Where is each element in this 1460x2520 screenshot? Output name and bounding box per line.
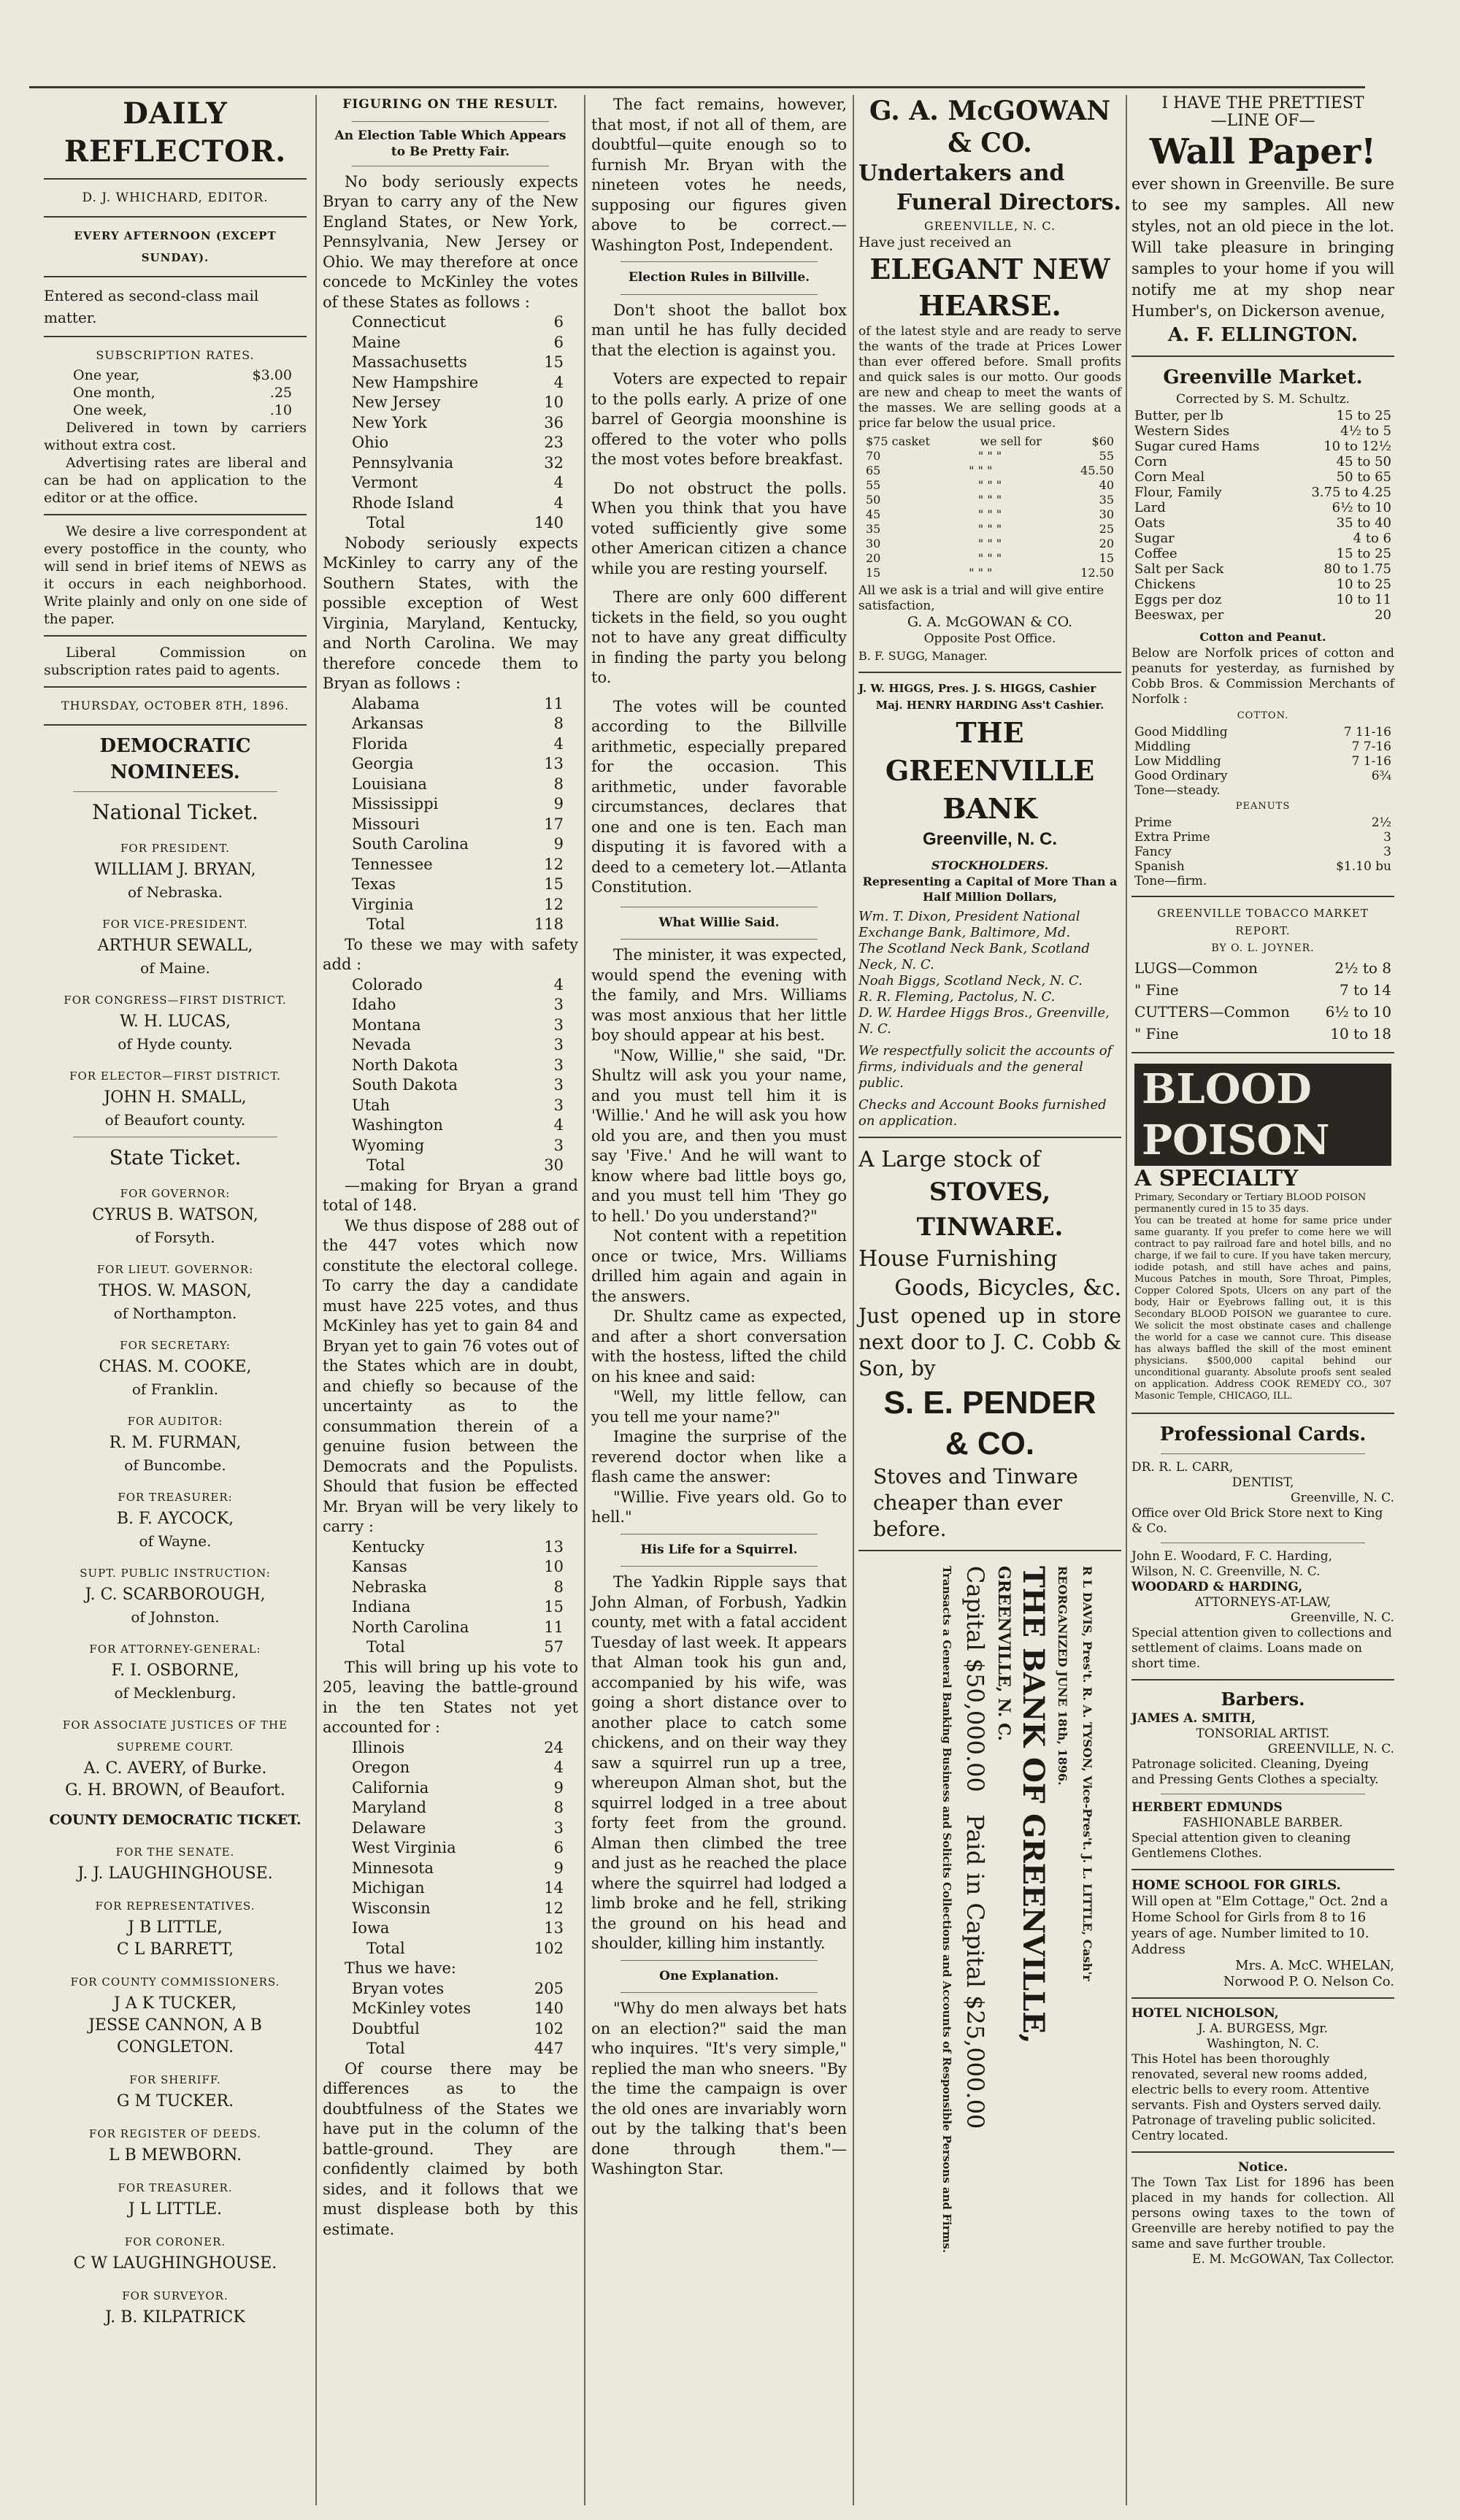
carr-card: DR. R. L. CARR, DENTIST, Greenville, N. C. Office over Old Brick Store next to King & Co. — [1132, 1460, 1394, 1536]
state-nominee: FOR AUDITOR: R. M. FURMAN, of Buncombe. — [109, 1415, 242, 1474]
divider — [44, 178, 307, 180]
willie-paragraph: Dr. Shultz came as expected, and after a short conversation with the hostess, lifted the child on his knee and said: — [591, 1307, 847, 1386]
county-nominee: FOR THE SENATE. J. J. LAUGHINGHOUSE. — [77, 1845, 273, 1883]
willie-paragraph: The minister, it was expected, would spend the evening with the family, and Mrs. Williams was most anxious that her little boy should appear at his best. — [591, 946, 847, 1044]
county-nominee: FOR CORONER. C W LAUGHINGHOUSE. — [73, 2235, 277, 2273]
subscription-rates-title: SUBSCRIPTION RATES. — [96, 348, 255, 362]
table-row: Tone—firm. — [1134, 874, 1207, 888]
mcgowan-city: GREENVILLE, N. C. — [923, 219, 1056, 233]
table-row: 70 " " " 55 — [866, 449, 1114, 463]
masthead-title: DAILY REFLECTOR. — [64, 96, 287, 169]
divider — [352, 121, 549, 122]
table-row: South Carolina 9 — [352, 835, 564, 853]
divider — [44, 514, 307, 515]
divider — [44, 635, 307, 637]
table-total: Total 118 — [366, 915, 564, 933]
table-row: Coffee 15 to 25 — [1134, 546, 1391, 561]
table-row: Nevada 3 — [352, 1036, 564, 1053]
blood-poison-title: BLOOD POISON — [1134, 1064, 1391, 1166]
wallpaper-title: Wall Paper! — [1149, 131, 1377, 172]
table-row: Flour, Family 3.75 to 4.25 — [1134, 485, 1391, 500]
barbers-title: Barbers. — [1221, 1689, 1305, 1710]
table-row: 15 " " " 12.50 — [866, 566, 1114, 580]
divider — [1132, 1997, 1394, 1999]
table-row: Good Ordinary 6¾ — [1134, 769, 1391, 783]
table-row: South Dakota 3 — [352, 1076, 564, 1094]
table-row: Wyoming 3 — [352, 1136, 564, 1154]
stockholder: R. R. Fleming, Pactolus, N. C. — [858, 989, 1056, 1004]
pender-co: & CO. — [945, 1426, 1035, 1461]
table-row: Ohio 23 — [352, 434, 564, 451]
explanation-paragraph: "Why do men always bet hats on an election?" said the man who inquires. "It's very simple," replied the man who sneers. "By the time the campaign is over the old ones are invariably worn out by the talking that's been done through them."—Washington Star. — [591, 2000, 847, 2178]
state-nominee: SUPT. PUBLIC INSTRUCTION: J. C. SCARBOROUGH, of Johnston. — [80, 1567, 271, 1626]
table-row: Pennsylvania 32 — [352, 453, 564, 472]
table-row: Mississippi 9 — [352, 795, 564, 813]
divider — [620, 939, 818, 940]
bryan-table — [323, 694, 578, 935]
county-nominee: FOR REGISTER OF DEEDS. L B MEWBORN. — [88, 2127, 262, 2164]
bog-name: THE BANK OF GREENVILLE, — [1016, 1566, 1050, 2044]
mcgowan-name: G. A. McGOWAN & CO. — [869, 96, 1111, 158]
blood-poison-specialty: A SPECIALTY — [1134, 1166, 1299, 1191]
pender-house: House Furnishing — [858, 1246, 1058, 1272]
smith-card: JAMES A. SMITH, TONSORIAL ARTIST. GREENVILLE, N. C. Patronage solicited. Cleaning, Dyeing and Pressing Gents Clothes a specialty. — [1132, 1711, 1394, 1787]
column-rule — [1126, 95, 1127, 2505]
state-nominee: FOR TREASURER: B. F. AYCOCK, of Wayne. — [116, 1491, 234, 1550]
cotton-intro: Below are Norfolk prices of cotton and peanuts for yesterday, as furnished by Cobb Bros. & Commission Merchants of Norfolk : — [1132, 646, 1394, 707]
school-card: HOME SCHOOL FOR GIRLS. Will open at "Elm Cottage," Oct. 2nd a Home School for Girls from 8 to 16 years of age. Number limited to 10. Address Mrs. A. McC. WHELAN, Norwood P. O. Nelson Co. — [1132, 1878, 1394, 1989]
table-row: 20 " " " 15 — [866, 551, 1114, 565]
commission-note: Liberal Commission on subscription rates paid to agents. — [44, 645, 307, 678]
state-ticket-heading: State Ticket. — [109, 1145, 242, 1169]
nominees-title: DEMOCRATIC NOMINEES. — [99, 735, 251, 783]
table-row: Tennessee 12 — [352, 855, 564, 873]
bank-city: Greenville, N. C. — [922, 829, 1058, 849]
divider — [1132, 356, 1394, 357]
divider — [1132, 1679, 1394, 1680]
figuring-closing: Of course there may be differences as to the doubtfulness of the States we have put in the column of the battle-ground. They are confidently claimed by both sides, and it follows that we must displease both by this estimate. — [323, 2059, 578, 2238]
battle-table — [323, 1738, 578, 1959]
top-rule — [29, 86, 1365, 88]
national-nominee: FOR CONGRESS—FIRST DISTRICT. W. H. LUCAS, of Hyde county. — [64, 994, 287, 1053]
table-row: Beeswax, per 20 — [1134, 607, 1391, 623]
professional-title: Professional Cards. — [1159, 1424, 1367, 1445]
table-row: McKinley votes 140 — [352, 2000, 564, 2017]
delivered-note: Delivered in town by carriers without extra cost. — [44, 420, 307, 453]
column-stories — [591, 95, 847, 2505]
hotel-card: HOTEL NICHOLSON, J. A. BURGESS, Mgr. Washington, N. C. This Hotel has been thoroughly renovated, several new rooms added, electric bells to every room. Attentive servants. Fish and Oysters served daily. Patronage of traveling public solicited. Centry located. — [1132, 2006, 1382, 2143]
subscription-rates — [44, 366, 307, 419]
table-row: " Fine 7 to 14 — [1134, 981, 1391, 999]
mcgowan-line2: Funeral Directors. — [896, 190, 1121, 215]
state-nominee: FOR ATTORNEY-GENERAL: F. I. OSBORNE, of Mecklenburg. — [89, 1643, 261, 1702]
table-row: Middling 7 7-16 — [1134, 740, 1391, 754]
county-nominee: FOR SURVEYOR. J. B. KILPATRICK — [105, 2289, 245, 2327]
table-total: Total 140 — [366, 514, 564, 531]
table-row: Rhode Island 4 — [352, 493, 564, 512]
tobacco-table — [1132, 957, 1394, 1045]
table-row: Wisconsin 12 — [352, 1899, 564, 1917]
rate-row: One year, $3.00 — [73, 367, 292, 383]
table-row: West Virginia 6 — [352, 1839, 564, 1856]
table-row: California 9 — [352, 1778, 564, 1797]
national-ticket-heading: National Ticket. — [92, 800, 258, 824]
table-row: Alabama 11 — [352, 694, 564, 712]
table-row: Minnesota 9 — [352, 1859, 564, 1877]
tobacco-report: REPORT. — [1235, 924, 1291, 937]
summary-table — [323, 1979, 578, 2059]
table-row: North Carolina 11 — [352, 1618, 564, 1636]
rule-paragraph: Voters are expected to repair to the polls early. A prize of one barrel of Georgia moonshine is offered to the voter who polls the most votes before breakfast. — [591, 370, 847, 468]
divider — [44, 216, 307, 218]
wallpaper-line: —LINE OF— — [1210, 112, 1315, 130]
willie-paragraph: Imagine the surprise of the reverend doctor when like a flash came the answer: — [591, 1428, 847, 1486]
table-row: Florida 4 — [352, 734, 564, 753]
cotton-table — [1132, 725, 1394, 798]
rule-paragraph: Do not obstruct the polls. When you think that you have voted sufficiently give some other American citizen a chance while you are resting yourself. — [591, 479, 847, 577]
divider — [1132, 896, 1394, 897]
divider — [1132, 1413, 1394, 1414]
mcgowan-manager: B. F. SUGG, Manager. — [858, 649, 988, 663]
table-row: 45 " " " 30 — [866, 507, 1114, 521]
mcgowan-sign: G. A. McGOWAN & CO. — [907, 614, 1073, 630]
blood-poison-ad — [1132, 1061, 1394, 1405]
county-nominee: FOR COUNTY COMMISSIONERS. J A K TUCKER, JESSE CANNON, A B CONGLETON. — [70, 1975, 280, 2056]
table-row: Montana 3 — [352, 1015, 564, 1034]
fact-paragraph: The fact remains, however, that most, if not all of them, are doubtful—quite enough so to furnish Mr. Bryan with the nineteen votes he needs, supposing our figures given above to be correct.—Washington Post, Independent. — [591, 96, 847, 254]
column-rule — [584, 95, 585, 2505]
table-row: Connecticut 6 — [352, 313, 564, 331]
table-row: Louisiana 8 — [352, 775, 564, 793]
mcgowan-work: All we ask is a trial and will give entire satisfaction, — [858, 583, 1104, 613]
table-row: Idaho 3 — [352, 996, 564, 1013]
masthead-editor: D. J. WHICHARD, EDITOR. — [82, 191, 269, 205]
table-row: New Hampshire 4 — [352, 373, 564, 391]
pender-cheaper: Stoves and Tinware cheaper than ever before. — [873, 1464, 1078, 1541]
county-nominee: FOR SHERIFF. G M TUCKER. — [116, 2073, 234, 2110]
table-row: Iowa 13 — [352, 1919, 564, 1937]
figuring-subtitle: An Election Table Which Appears to Be Pretty Fair. — [334, 128, 566, 159]
market-corrected: Corrected by S. M. Schultz. — [1176, 392, 1350, 407]
bog-reorganized: REORGANIZED JUNE 18th, 1896. — [1056, 1566, 1069, 1786]
table-row: LUGS—Common 2½ to 8 — [1134, 959, 1391, 977]
table-row: CUTTERS—Common 6½ to 10 — [1134, 1003, 1391, 1021]
pender-opened: Just opened up in store next door to J. C. Cobb & Son, by — [858, 1304, 1121, 1380]
table-row: " Fine 10 to 18 — [1134, 1025, 1391, 1042]
table-row: Chickens 10 to 25 — [1134, 577, 1391, 592]
edmunds-card: HERBERT EDMUNDS FASHIONABLE BARBER. Special attention given to cleaning Gentlemens Clothes. — [1132, 1800, 1351, 1861]
wallpaper-sign: A. F. ELLINGTON. — [1168, 324, 1358, 346]
cotton-label: COTTON. — [1237, 710, 1289, 721]
table-row: North Dakota 3 — [352, 1056, 564, 1074]
table-row: Texas 15 — [352, 875, 564, 893]
table-row: Fancy 3 — [1134, 845, 1391, 859]
figuring-dispose: We thus dispose of 288 out of the 447 votes which now constitute the electoral college. To carry the day a candidate must have 225 votes, and thus McKinley has yet to gain 84 and Bryan yet to gain 76 votes out of the States which are in doubt, and chiefly so because of the uncertainty as to the consummation therein of a genuine fusion between the Democrats and the Populists. Should that fusion be effected Mr. Bryan will be very likely to carry : — [323, 1216, 578, 1535]
table-row: New Jersey 10 — [352, 393, 564, 411]
table-row: 35 " " " 25 — [866, 522, 1114, 536]
table-row: Indiana 15 — [352, 1598, 564, 1616]
divider — [858, 672, 1121, 673]
divider — [620, 1960, 818, 1961]
divider — [73, 791, 277, 792]
table-row: New York 36 — [352, 413, 564, 431]
explanation-title: One Explanation. — [659, 1968, 779, 1983]
column-figuring — [323, 95, 578, 2505]
table-row: Sugar 4 to 6 — [1134, 531, 1391, 546]
bank-stockholders: STOCKHOLDERS. — [931, 858, 1049, 872]
wallpaper-intro: I HAVE THE PRETTIEST — [1161, 94, 1364, 112]
table-row: Massachusetts 15 — [352, 353, 564, 371]
willie-paragraph: "Willie. Five years old. Go to hell." — [591, 1488, 847, 1526]
table-row: Oregon 4 — [352, 1759, 564, 1776]
divider — [620, 1992, 818, 1993]
bog-capital: Capital $50,000.00 Paid in Capital $25,000.00 — [961, 1566, 989, 2129]
state-nominee: FOR SECRETARY: CHAS. M. COOKE, of Franklin. — [99, 1339, 252, 1398]
willie-paragraph: "Now, Willie," she said, "Dr. Shultz will ask you your name, and you must tell him it is 'Willie.' And he will ask you how old you are, and then you must say 'Five.' And he will want to know where bad little boys go, and you must tell him 'They go to hell.' Do you understand?" — [591, 1046, 847, 1225]
table-row: Virginia 12 — [352, 895, 564, 913]
notice-card: Notice. The Town Tax List for 1896 has been placed in my hands for collection. All persons owing taxes to the town of Greenville are hereby notified to pay the same and save further trouble. E. M. McGOWAN, Tax Collector. — [1132, 2160, 1394, 2267]
table-row: Spanish $1.10 bu — [1134, 859, 1391, 874]
table-row: Delaware 3 — [352, 1818, 564, 1837]
table-row: Georgia 13 — [352, 755, 564, 772]
rule-paragraph: There are only 600 different tickets in the field, so you ought not to have any great difficulty in finding the party you belong to. — [591, 588, 847, 686]
county-nominee: FOR REPRESENTATIVES. J B LITTLE, C L BARRETT, — [95, 1899, 256, 1959]
bank-solicit: We respectfully solicit the accounts of firms, individuals and the general public. — [858, 1043, 1113, 1091]
rule-paragraph: The votes will be counted according to the Billville arithmetic, especially prepared for the occasion. This arithmetic, under favorable circumstances, declares that one and one is ten. Each man disputing it is favored with a deed to a cemetery lot.—Atlanta Constitution. — [591, 697, 847, 896]
masthead-schedule: EVERY AFTERNOON (EXCEPT SUNDAY). — [74, 229, 277, 264]
table-row: Kansas 10 — [352, 1558, 564, 1575]
woodard-card: John E. Woodard, F. C. Harding, Wilson, N. C. Greenville, N. C. WOODARD & HARDING, ATTORNEYS-AT-LAW, Greenville, N. C. Special attention given to collections and settlement of claims. Loans made on short time. — [1132, 1549, 1394, 1671]
table-row: Tone—steady. — [1134, 783, 1221, 798]
table-total: Total 30 — [366, 1156, 564, 1174]
hearse-headline: ELEGANT NEW HEARSE. — [869, 253, 1110, 322]
squirrel-paragraph: The Yadkin Ripple says that John Alman, of Forbush, Yadkin county, met with a fatal accident Tuesday of last week. It appears that Alman took his gun and, accompanied by his wife, was going a short distance over to another place to catch some chickens, and on their way they saw a squirrel run up a tree, whereupon Alman shot, but the squirrel lodged in a tree about forty feet from the ground. Alman then climbed the tree and just as he reached the place where the squirrel had lodged a limb broke and he fell, striking the ground on his head and shoulder, killing him instantly. — [591, 1573, 847, 1952]
bog-city: GREENVILLE, N. C. — [994, 1566, 1013, 1741]
table-row: Missouri 17 — [352, 815, 564, 833]
willie-title: What Willie Said. — [658, 915, 780, 930]
safety-table — [323, 975, 578, 1176]
peanuts-table — [1132, 815, 1394, 888]
figuring-title: FIGURING ON THE RESULT. — [342, 97, 558, 112]
table-row: Sugar cured Hams 10 to 12½ — [1134, 439, 1391, 454]
figuring-southern: Nobody seriously expects McKinley to carry any of the Southern States, with the possible exception of West Virginia, Maryland, Kentucky, and North Carolina. We may therefore concede them to Bryan as follows : — [323, 534, 578, 692]
market-table — [1132, 408, 1394, 623]
table-row: Western Sides 4½ to 5 — [1134, 423, 1391, 439]
divider — [620, 261, 818, 262]
table-row: Salt per Sack 80 to 1.75 — [1134, 561, 1391, 577]
figuring-safety: To these we may with safety add : — [323, 935, 578, 973]
figuring-thus: Thus we have: — [345, 1959, 456, 1977]
mcgowan-line1: Undertakers and — [858, 161, 1065, 186]
table-row: 65 " " " 45.50 — [866, 464, 1114, 477]
table-row: Michigan 14 — [352, 1879, 564, 1897]
table-row: Vermont 4 — [352, 474, 564, 491]
peanuts-label: PEANUTS — [1235, 801, 1291, 812]
fusion-table — [323, 1537, 578, 1658]
table-row: Doubtful 102 — [352, 2019, 564, 2037]
cotton-title: Cotton and Peanut. — [1199, 630, 1326, 644]
table-total: Total 447 — [366, 2040, 564, 2057]
divider — [620, 294, 818, 295]
county-ticket-heading: COUNTY DEMOCRATIC TICKET. — [49, 1812, 301, 1828]
table-row: Kentucky 13 — [352, 1537, 564, 1556]
pender-goods: Goods, Bicycles, &c. — [894, 1275, 1121, 1301]
table-total: Total 102 — [366, 1939, 564, 1957]
table-row: Illinois 24 — [352, 1738, 564, 1756]
figuring-intro: No body seriously expects Bryan to carry any of the New England States, or New York, Pennsylvania, New Jersey or Ohio. We may therefore at once concede to McKinley the votes of these States as follows : — [323, 172, 578, 311]
bank-capital: Representing a Capital of More Than a Half Million Dollars, — [862, 875, 1118, 904]
divider — [1132, 1052, 1394, 1053]
willie-paragraph: Not content with a repetition once or twice, Mrs. Williams drilled him again and again in the answers. — [591, 1227, 847, 1305]
column-market — [1132, 95, 1394, 2505]
divider — [620, 1566, 818, 1567]
bank-of-greenville-rotated — [934, 1566, 1099, 2253]
figuring-bring: This will bring up his vote to 205, leaving the battle-ground in the ten States not yet accounted for : — [323, 1658, 578, 1736]
divider — [1161, 1453, 1365, 1454]
table-row: $75 casket we sell for $60 — [866, 434, 1114, 448]
blood-poison-body: You can be treated at home for same price under same guaranty. If you prefer to come here we will contract to pay railroad fare and hotel bills, and no charge, if we fail to cure. If you have taken mercury, iodide potash, and still have aches and pains, Mucous Patches in mouth, Sore Throat, Pimples, Copper Colored Spots, Ulcers on any part of the body, Hair or Eyebrows falling out, it is this Secondary BLOOD POISON we guarantee to cure. We solicit the most obstinate cases and challenge the world for a case we cannot cure. This disease has always baffled the skill of the most eminent physicians. $500,000 capital behind our unconditional guaranty. Absolute proofs sent sealed on application. Address COOK REMEDY CO., 307 Masonic Temple, CHICAGO, ILL. — [1134, 1215, 1391, 1402]
rules-title: Election Rules in Billville. — [628, 270, 810, 285]
tobacco-title: GREENVILLE TOBACCO MARKET — [1157, 907, 1369, 920]
table-row: Utah 3 — [352, 1096, 564, 1114]
divider — [44, 724, 307, 726]
bank-holders — [858, 909, 1121, 1037]
table-row: Nebraska 8 — [352, 1578, 564, 1596]
bog-transacts: Transacts a General Banking Business and Solicits Collections and Accounts of Responsible Persons and Firms. — [940, 1566, 953, 2254]
column-masthead — [44, 95, 307, 2505]
national-nominee: FOR PRESIDENT. WILLIAM J. BRYAN, of Nebraska. — [94, 842, 256, 901]
table-row: Butter, per lb 15 to 25 — [1134, 408, 1391, 423]
pender-name: S. E. PENDER — [883, 1385, 1096, 1421]
table-row: Corn Meal 50 to 65 — [1134, 469, 1391, 485]
blood-poison-side: Primary, Secondary or Tertiary BLOOD POISON permanently cured in 15 to 35 days. — [1134, 1192, 1367, 1215]
table-row: Low Middling 7 1-16 — [1134, 754, 1391, 769]
table-row: Extra Prime 3 — [1134, 830, 1391, 845]
squirrel-title: His Life for a Squirrel. — [640, 1542, 798, 1557]
divider — [858, 1137, 1121, 1138]
table-row: Maine 6 — [352, 333, 564, 351]
table-row: Colorado 4 — [352, 975, 564, 994]
divider — [1132, 1869, 1394, 1870]
table-total: Total 57 — [366, 1638, 564, 1656]
column-rule — [853, 95, 854, 2505]
rate-row: One week, .10 — [73, 402, 292, 418]
state-nominee: FOR GOVERNOR: CYRUS B. WATSON, of Forsyth. — [92, 1187, 258, 1246]
table-row: Prime 2½ — [1134, 815, 1391, 830]
rule-paragraph: Don't shoot the ballot box man until he has fully decided that the election is against you. — [591, 301, 847, 359]
table-row: 55 " " " 40 — [866, 478, 1114, 492]
table-row: Maryland 8 — [352, 1799, 564, 1816]
table-row: Lard 6½ to 10 — [1134, 500, 1391, 515]
table-row: Bryan votes 205 — [352, 1979, 564, 1997]
bank-assistant: Maj. HENRY HARDING Ass't Cashier. — [875, 699, 1104, 712]
bank-checks: Checks and Account Books furnished on application. — [858, 1097, 1107, 1129]
correspondent-note: We desire a live correspondent at every postoffice in the county, who will send in brief items of NEWS as it occurs in each neighborhood. Write plainly and only on one side of the paper. — [44, 523, 307, 627]
tobacco-by: BY O. L. JOYNER. — [1211, 942, 1315, 954]
column-rule — [315, 95, 317, 2505]
greenville-bank-name: THE GREENVILLE BANK — [885, 716, 1095, 825]
divider — [44, 276, 307, 277]
stockholder: Noah Biggs, Scotland Neck, N. C. — [858, 973, 1083, 988]
pender-large-stock: A Large stock of — [858, 1147, 1041, 1172]
divider — [44, 686, 307, 688]
wallpaper-body: ever shown in Greenville. Be sure to see my samples. All new styles, not an old piece in the lot. Will take pleasure in bringing samples to your home if you will notify me at my shop near Humber's, on Dickerson avenue, — [1132, 175, 1394, 320]
bank-of-greenville-ad — [858, 1559, 1121, 2254]
table-row: Washington 4 — [352, 1116, 564, 1134]
mcgowan-received: Have just received an — [858, 234, 1012, 250]
divider — [44, 336, 307, 337]
casket-price-table — [858, 431, 1121, 583]
issue-date: THURSDAY, OCTOBER 8TH, 1896. — [61, 699, 290, 712]
rate-row: One month, .25 — [73, 385, 292, 401]
divider — [858, 1550, 1121, 1551]
stockholder: The Scotland Neck Bank, Scotland Neck, N. C. — [858, 941, 1090, 972]
figuring-grand: —making for Bryan a grand total of 148. — [323, 1176, 578, 1214]
mcgowan-body: of the latest style and are ready to serve the wants of the trade at Prices Lower than ever offered before. Small profits and quick sales is our motto. Our goods are new and cheap to meet the wants of the masses. We are selling goods at a price far below the usual price. — [858, 324, 1121, 431]
advertising-note: Advertising rates are liberal and can be had on application to the editor or at the office. — [44, 455, 307, 506]
stockholder: D. W. Hardee Higgs Bros., Greenville, N. C. — [858, 1005, 1110, 1037]
column-ads — [858, 95, 1121, 2505]
table-row: Corn 45 to 50 — [1134, 454, 1391, 469]
stockholder: Wm. T. Dixon, President National Exchange Bank, Baltimore, Md. — [858, 909, 1080, 940]
table-row: Eggs per doz 10 to 11 — [1134, 592, 1391, 607]
willie-paragraph: "Well, my little fellow, can you tell me your name?" — [591, 1388, 847, 1426]
county-nominee: FOR TREASURER. J L LITTLE. — [118, 2181, 233, 2219]
table-row: Arkansas 8 — [352, 715, 564, 732]
national-nominee: FOR VICE-PRESIDENT. ARTHUR SEWALL, of Maine. — [97, 918, 253, 977]
mcgowan-opposite: Opposite Post Office. — [923, 631, 1056, 646]
table-row: 30 " " " 20 — [866, 537, 1114, 550]
state-nominee: FOR LIEUT. GOVERNOR: THOS. W. MASON, of Northampton. — [96, 1263, 254, 1322]
national-nominee: FOR ELECTOR—FIRST DISTRICT. JOHN H. SMALL, of Beaufort county. — [69, 1069, 281, 1129]
bog-officers: R L DAVIS, Pres't. R. A. TYSON, Vice-Pres't. J. L. LITTLE, Cash'r — [1080, 1566, 1094, 1981]
table-row: Good Middling 7 11-16 — [1134, 725, 1391, 740]
table-row: 50 " " " 35 — [866, 493, 1114, 507]
mckinley-table — [323, 312, 578, 534]
market-title: Greenville Market. — [1163, 366, 1363, 388]
bank-officers: J. W. HIGGS, Pres. J. S. HIGGS, Cashier — [858, 682, 1096, 695]
divider — [1132, 2151, 1394, 2153]
table-row: Oats 35 to 40 — [1134, 515, 1391, 531]
masthead-entered: Entered as second-class mail matter. — [44, 287, 259, 326]
state-nominee: FOR ASSOCIATE JUSTICES OF THE SUPREME COURT. A. C. AVERY, of Burke. G. H. BROWN, of Beaufort. — [62, 1718, 288, 1799]
pender-stoves: STOVES, TINWARE. — [916, 1178, 1064, 1242]
